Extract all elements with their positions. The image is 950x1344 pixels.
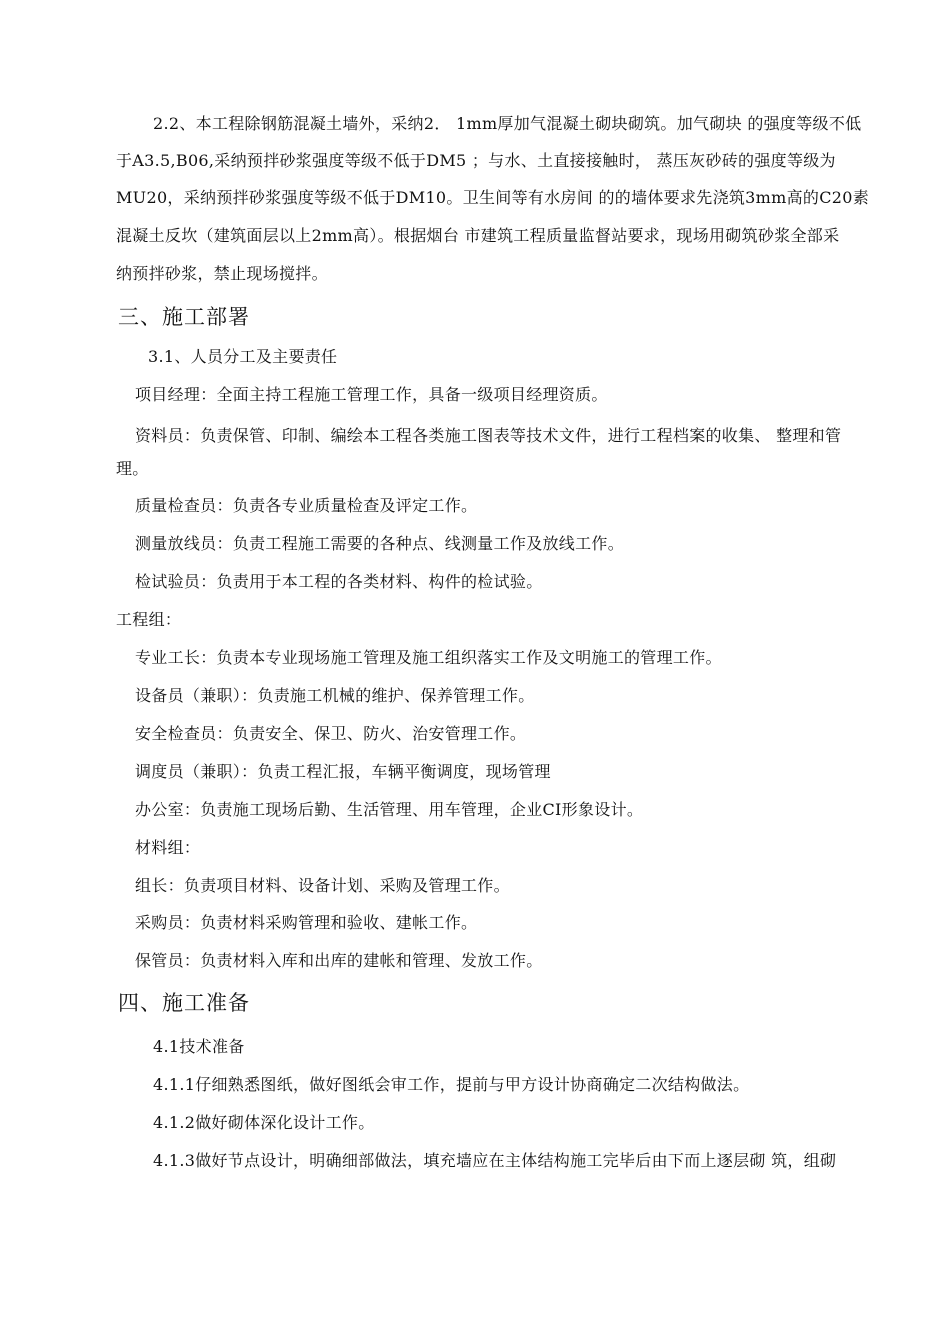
material-group-label: 材料组：	[135, 838, 201, 857]
role-tester: 检试验员：负责用于本工程的各类材料、构件的检试验。	[135, 572, 543, 591]
role-group-leader: 组长：负责项目材料、设备计划、采购及管理工作。	[135, 876, 510, 895]
role-office: 办公室：负责施工现场后勤、生活管理、用车管理，企业CI形象设计。	[135, 800, 644, 819]
role-surveyor: 测量放线员：负责工程施工需要的各种点、线测量工作及放线工作。	[135, 534, 625, 553]
para-2-2-line-4: 混凝土反坎（建筑面层以上2mm高）。根据烟台 市建筑工程质量监督站要求，现场用砌筑砂浆全部采	[116, 226, 840, 245]
role-storekeeper: 保管员：负责材料入库和出库的建帐和管理、发放工作。	[135, 951, 543, 970]
role-equipment-officer: 设备员（兼职）：负责施工机械的维护、保养管理工作。	[135, 686, 535, 705]
role-quality-inspector: 质量检查员：负责各专业质量检查及评定工作。	[135, 496, 478, 515]
subsection-3-1: 3.1、人员分工及主要责任	[148, 347, 338, 366]
section-4-heading: 四、施工准备	[118, 991, 250, 1015]
para-2-2-line-1: 2.2、本工程除钢筋混凝土墙外，采纳2． 1mm厚加气混凝土砌块砌筑。加气砌块 的强度等级不低	[153, 114, 862, 133]
item-4-1-3: 4.1.3做好节点设计，明确细部做法，填充墙应在主体结构施工完毕后由下而上逐层砌 筑，组砌	[153, 1151, 837, 1170]
para-2-2-line-3: MU20，采纳预拌砂浆强度等级不低于DM10。卫生间等有水房间 的的墙体要求先浇筑3mm高的C20素	[116, 188, 870, 207]
item-4-1-1: 4.1.1仔细熟悉图纸，做好图纸会审工作，提前与甲方设计协商确定二次结构做法。	[153, 1075, 750, 1094]
role-foreman: 专业工长：负责本专业现场施工管理及施工组织落实工作及文明施工的管理工作。	[135, 648, 722, 667]
role-document-clerk-line-1: 资料员：负责保管、印制、编绘本工程各类施工图表等技术文件，进行工程档案的收集、 整理和管	[135, 426, 842, 445]
role-buyer: 采购员：负责材料采购管理和验收、建帐工作。	[135, 913, 478, 932]
role-dispatcher: 调度员（兼职）：负责工程汇报，车辆平衡调度，现场管理	[135, 762, 551, 781]
engineering-group-label: 工程组：	[116, 610, 182, 629]
role-safety-inspector: 安全检查员：负责安全、保卫、防火、治安管理工作。	[135, 724, 527, 743]
role-project-manager: 项目经理：全面主持工程施工管理工作，具备一级项目经理资质。	[135, 385, 608, 404]
subsection-4-1: 4.1技术准备	[153, 1037, 245, 1056]
para-2-2-line-2: 于A3.5,B06,采纳预拌砂浆强度等级不低于DM5 ；与水、土直接接触时， 蒸压灰砂砖的强度等级为	[116, 151, 836, 170]
role-document-clerk-line-2: 理。	[116, 459, 149, 478]
para-2-2-line-5: 纳预拌砂浆，禁止现场搅拌。	[116, 264, 328, 283]
item-4-1-2: 4.1.2做好砌体深化设计工作。	[153, 1113, 375, 1132]
section-3-heading: 三、施工部署	[118, 305, 250, 329]
